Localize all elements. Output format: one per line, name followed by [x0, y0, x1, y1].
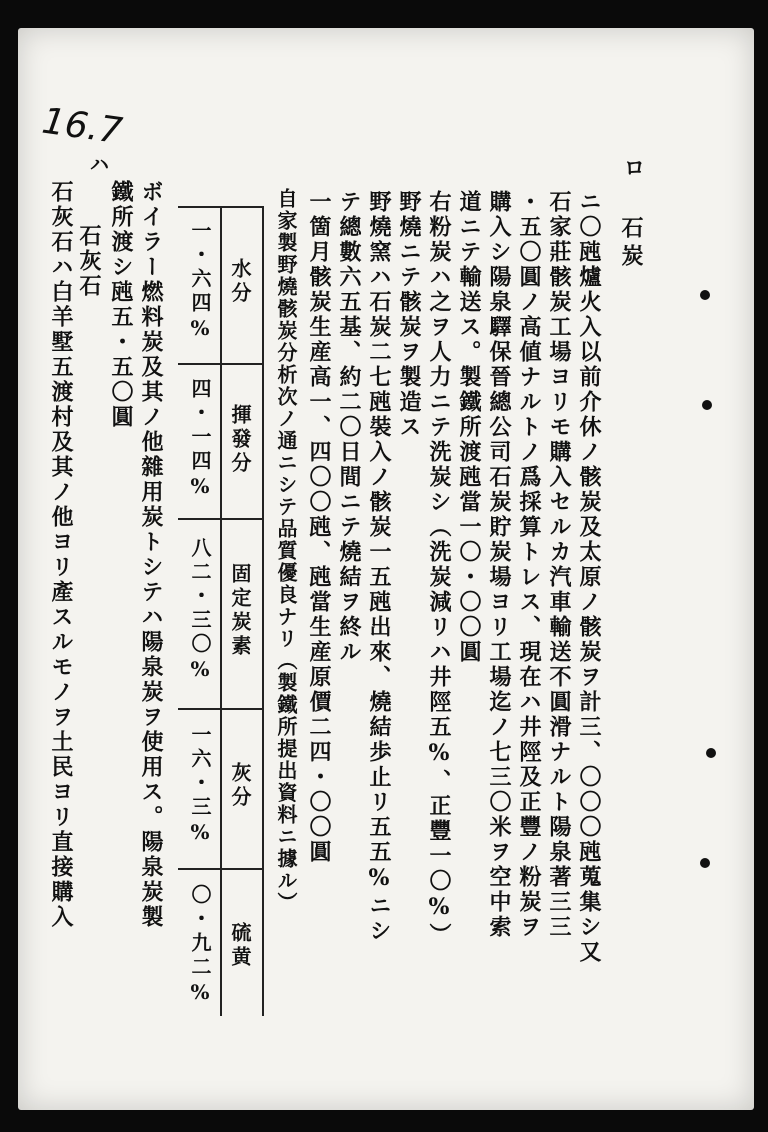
analysis-table [178, 178, 264, 1016]
paragraph-line: 鐵所渡シ瓲五・五〇圓 [108, 180, 134, 430]
document-page [18, 28, 754, 1110]
paragraph-line: ボイラー燃料炭及其ノ他雜用炭トシテハ陽泉炭ヲ使用ス。陽泉炭製 [138, 180, 164, 930]
table-right-edge [262, 206, 264, 1016]
table-value: 四・一四% [188, 378, 212, 502]
heading-title: 石炭 [618, 216, 644, 272]
table-header: 固定炭素 [228, 563, 252, 659]
ink-speck [702, 400, 712, 410]
paragraph-line: 野燒ニテ骸炭ヲ製造ス [396, 190, 422, 440]
paragraph-line: 一箇月骸炭生産高一、四〇〇瓲、瓲當生産原價二四・〇〇圓 [306, 190, 332, 865]
margin-note: 16.7 [39, 100, 125, 153]
ink-speck [706, 748, 716, 758]
paragraph-line: 自家製野燒骸炭分析次ノ通ニシテ品質優良ナリ（製鐵所提出資料ニ據ル） [274, 188, 298, 914]
paragraph-line: ・五〇圓ノ高値ナルトノ爲採算トレス、現在ハ井陘及正豐ノ粉炭ヲ [516, 190, 542, 940]
ink-speck [700, 290, 710, 300]
table-header: 灰分 [228, 762, 252, 810]
ink-speck [700, 858, 710, 868]
table-header: 硫黄 [228, 922, 252, 970]
heading-ro: ロ [620, 156, 646, 184]
table-divider [220, 206, 222, 1016]
paragraph-line: テ總數六五基、約二〇日間ニテ燒結ヲ終ル [336, 190, 362, 665]
table-value: 一・六四% [188, 220, 212, 344]
table-value: 〇・九二% [188, 884, 212, 1008]
section-title: 石灰石 [76, 224, 102, 299]
table-header: 水分 [228, 258, 252, 306]
table-header: 揮發分 [228, 404, 252, 476]
paragraph-line: 石灰石ハ白羊墅五渡村及其ノ他ヨリ產スルモノヲ土民ヨリ直接購入 [48, 180, 74, 930]
paragraph-line: 道ニテ輸送ス。製鐵所渡瓲當一〇・〇〇圓 [456, 190, 482, 665]
paragraph-line: 野燒窯ハ石炭二七瓲裝入ノ骸炭一五瓲出來、燒結歩止リ五五%ニシ [366, 190, 392, 944]
table-value: 一六・三% [188, 724, 212, 848]
paragraph-line: 購入シ陽泉驛保晉總公司石炭貯炭場ヨリ工場迄ノ七三〇米ヲ空中索 [486, 190, 512, 940]
paragraph-line: ニ〇瓲爐火入以前介休ノ骸炭及太原ノ骸炭ヲ計三、〇〇〇瓲蒐集シ又 [576, 190, 602, 965]
section-ha: ハ [86, 154, 110, 180]
paragraph-line: 石家莊骸炭工場ヨリモ購入セルカ汽車輸送不圓滑ナルト陽泉著三三 [546, 190, 572, 940]
paragraph-line: 右粉炭ハ之ヲ人力ニテ洗炭シ（洗炭減リハ井陘五%、正豐一〇%） [426, 190, 452, 948]
table-value: 八二・三〇% [188, 537, 212, 685]
